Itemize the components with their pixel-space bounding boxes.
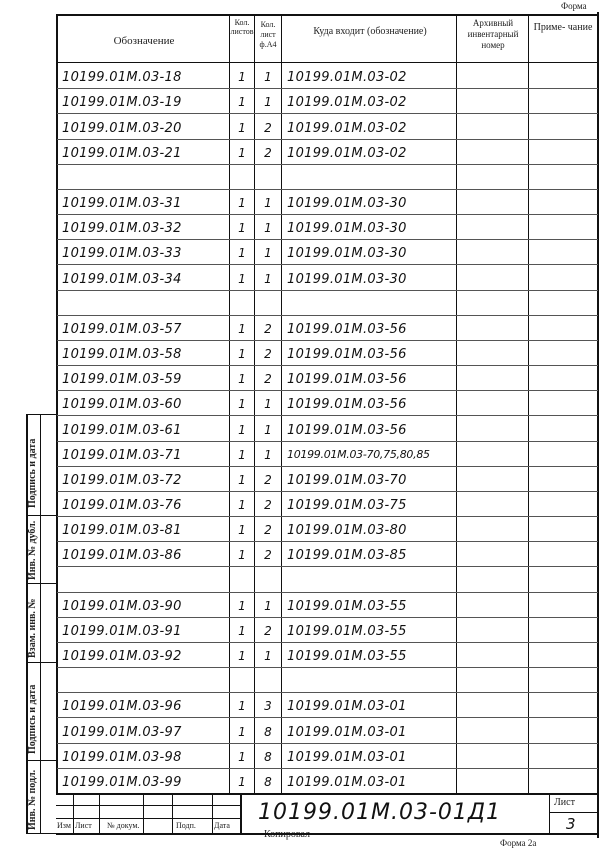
cell-a4: 8	[264, 725, 272, 739]
cell-designation: 10199.01М.03-34	[62, 272, 182, 287]
cell-used-in: 10199.01М.03-02	[287, 95, 407, 110]
cell-a4: 2	[264, 473, 272, 487]
cell-count: 1	[238, 448, 246, 462]
cell-designation: 10199.01М.03-92	[62, 649, 182, 664]
cell-count: 1	[238, 750, 246, 764]
cell-count: 1	[238, 699, 246, 713]
cell-designation: 10199.01М.03-31	[62, 196, 182, 211]
row-rule	[57, 139, 598, 140]
cell-a4: 2	[264, 498, 272, 512]
cell-designation: 10199.01М.03-61	[62, 423, 182, 438]
title-block-col-2	[99, 794, 100, 834]
cell-a4: 8	[264, 775, 272, 789]
cell-designation: 10199.01М.03-32	[62, 221, 182, 236]
cell-designation: 10199.01М.03-71	[62, 448, 182, 463]
side-strip-border-mid	[40, 414, 41, 834]
cell-count: 1	[238, 347, 246, 361]
title-col-list: Лист	[75, 821, 92, 830]
title-block-sheet-sep	[549, 812, 598, 813]
cell-designation: 10199.01М.03-97	[62, 725, 182, 740]
row-rule	[57, 290, 598, 291]
row-rule	[57, 264, 598, 265]
cell-count: 1	[238, 423, 246, 437]
cell-count: 1	[238, 548, 246, 562]
title-col-date: Дата	[214, 821, 230, 830]
col-sep-4	[456, 14, 457, 794]
cell-a4: 2	[264, 372, 272, 386]
cell-used-in: 10199.01М.03-01	[287, 725, 407, 740]
title-block-col-6	[240, 794, 242, 834]
row-rule	[57, 516, 598, 517]
row-rule	[57, 667, 598, 668]
title-block-top	[56, 793, 598, 795]
row-rule	[57, 717, 598, 718]
cell-used-in: 10199.01М.03-56	[287, 423, 407, 438]
cell-used-in: 10199.01М.03-56	[287, 397, 407, 412]
cell-count: 1	[238, 498, 246, 512]
cell-count: 1	[238, 221, 246, 235]
cell-used-in: 10199.01М.03-01	[287, 699, 407, 714]
cell-count: 1	[238, 196, 246, 210]
side-label-vzam-inv: Взам. инв. №	[27, 598, 38, 658]
cell-a4: 2	[264, 624, 272, 638]
cell-count: 1	[238, 372, 246, 386]
header-designation: Обозначение	[113, 35, 175, 47]
header-sheets-a4: Кол. лист ф.А4	[259, 20, 277, 49]
cell-count: 1	[238, 272, 246, 286]
cell-count: 1	[238, 649, 246, 663]
cell-a4: 2	[264, 121, 272, 135]
cell-designation: 10199.01М.03-91	[62, 624, 182, 639]
cell-a4: 1	[264, 196, 272, 210]
cell-a4: 2	[264, 347, 272, 361]
col-sep-5	[528, 14, 529, 794]
cell-designation: 10199.01М.03-59	[62, 372, 182, 387]
sheet-label: Лист	[554, 797, 575, 808]
cell-used-in: 10199.01М.03-80	[287, 523, 407, 538]
row-rule	[57, 415, 598, 416]
cell-count: 1	[238, 322, 246, 336]
cell-count: 1	[238, 624, 246, 638]
side-strip-sep-4	[26, 760, 57, 761]
cell-used-in: 10199.01М.03-56	[287, 372, 407, 387]
row-rule	[57, 743, 598, 744]
row-rule	[57, 768, 598, 769]
cell-designation: 10199.01М.03-33	[62, 246, 182, 261]
table-border-top	[56, 14, 598, 16]
row-rule	[57, 88, 598, 89]
cell-count: 1	[238, 146, 246, 160]
cell-used-in: 10199.01М.03-56	[287, 322, 407, 337]
cell-a4: 1	[264, 246, 272, 260]
cell-used-in: 10199.01М.03-02	[287, 146, 407, 161]
cell-used-in: 10199.01М.03-30	[287, 221, 407, 236]
cell-a4: 1	[264, 599, 272, 613]
row-rule	[57, 441, 598, 442]
cell-designation: 10199.01М.03-21	[62, 146, 182, 161]
cell-a4: 1	[264, 221, 272, 235]
cell-a4: 2	[264, 548, 272, 562]
side-strip-sep-2	[26, 583, 57, 584]
header-used-in: Куда входит (обозначение)	[313, 26, 427, 37]
row-rule	[57, 390, 598, 391]
cell-count: 1	[238, 473, 246, 487]
row-rule	[57, 340, 598, 341]
cell-designation: 10199.01М.03-57	[62, 322, 182, 337]
cell-designation: 10199.01М.03-76	[62, 498, 182, 513]
cell-designation: 10199.01М.03-18	[62, 70, 182, 85]
cell-designation: 10199.01М.03-60	[62, 397, 182, 412]
cell-a4: 8	[264, 750, 272, 764]
cell-used-in: 10199.01М.03-02	[287, 121, 407, 136]
cell-used-in: 10199.01М.03-70	[287, 473, 407, 488]
cell-designation: 10199.01М.03-72	[62, 473, 182, 488]
document-code: 10199.01М.03-01Д1	[258, 800, 502, 825]
header-sheets-count: Кол. листов	[230, 18, 254, 36]
cell-designation: 10199.01М.03-99	[62, 775, 182, 790]
title-block-col-4	[172, 794, 173, 834]
cell-count: 1	[238, 70, 246, 84]
title-col-doc: № докум.	[107, 821, 140, 830]
title-block-bottom	[56, 833, 598, 835]
side-label-inv-orig: Инв. № подл.	[27, 769, 38, 830]
cell-a4: 2	[264, 523, 272, 537]
form-label-bottom: Форма 2а	[500, 838, 537, 848]
cell-designation: 10199.01М.03-96	[62, 699, 182, 714]
row-rule	[57, 315, 598, 316]
cell-designation: 10199.01М.03-58	[62, 347, 182, 362]
row-rule	[57, 466, 598, 467]
cell-used-in: 10199.01М.03-01	[287, 775, 407, 790]
cell-designation: 10199.01М.03-90	[62, 599, 182, 614]
cell-used-in: 10199.01М.03-70,75,80,85	[287, 448, 430, 461]
row-rule	[57, 365, 598, 366]
side-label-sign-date-2: Подпись и дата	[27, 684, 38, 754]
sheet-number: 3	[566, 815, 576, 833]
cell-designation: 10199.01М.03-98	[62, 750, 182, 765]
cell-used-in: 10199.01М.03-02	[287, 70, 407, 85]
header-archive: Архивный инвентарный номер	[467, 18, 519, 50]
cell-designation: 10199.01М.03-81	[62, 523, 182, 538]
cell-designation: 10199.01М.03-20	[62, 121, 182, 136]
header-note: Приме- чание	[533, 22, 593, 33]
cell-a4: 3	[264, 699, 272, 713]
row-rule	[57, 692, 598, 693]
side-label-inv-dup: Инв. № дубл.	[27, 520, 38, 580]
cell-count: 1	[238, 725, 246, 739]
title-block-col-5	[212, 794, 213, 834]
cell-count: 1	[238, 121, 246, 135]
title-block-col-7	[549, 794, 550, 834]
cell-used-in: 10199.01М.03-75	[287, 498, 407, 513]
header-bottom-rule	[56, 62, 598, 63]
cell-used-in: 10199.01М.03-55	[287, 649, 407, 664]
cell-count: 1	[238, 599, 246, 613]
title-col-sign: Подп.	[176, 821, 196, 830]
cell-used-in: 10199.01М.03-30	[287, 272, 407, 287]
cell-a4: 1	[264, 448, 272, 462]
table-border-right	[597, 12, 599, 838]
side-strip-top	[26, 414, 57, 415]
row-rule	[57, 113, 598, 114]
side-strip-sep-3	[26, 662, 57, 663]
cell-used-in: 10199.01М.03-55	[287, 599, 407, 614]
cell-a4: 1	[264, 70, 272, 84]
row-rule	[57, 566, 598, 567]
form-label-top: Форма	[561, 1, 587, 11]
row-rule	[57, 617, 598, 618]
cell-a4: 1	[264, 423, 272, 437]
cell-a4: 1	[264, 272, 272, 286]
row-rule	[57, 239, 598, 240]
cell-a4: 1	[264, 95, 272, 109]
cell-used-in: 10199.01М.03-01	[287, 750, 407, 765]
cell-count: 1	[238, 95, 246, 109]
cell-count: 1	[238, 397, 246, 411]
cell-count: 1	[238, 523, 246, 537]
cell-count: 1	[238, 246, 246, 260]
cell-used-in: 10199.01М.03-30	[287, 196, 407, 211]
row-rule	[57, 491, 598, 492]
side-strip-bottom	[26, 833, 57, 834]
row-rule	[57, 592, 598, 593]
cell-used-in: 10199.01М.03-85	[287, 548, 407, 563]
side-label-sign-date-1: Подпись и дата	[27, 438, 38, 508]
title-block-col-1	[73, 794, 74, 834]
title-block-col-3	[143, 794, 144, 834]
cell-a4: 2	[264, 322, 272, 336]
row-rule	[57, 642, 598, 643]
row-rule	[57, 189, 598, 190]
title-col-izm: Изм	[57, 821, 71, 830]
table-border-left	[56, 14, 58, 794]
cell-used-in: 10199.01М.03-55	[287, 624, 407, 639]
side-strip-sep-1	[26, 515, 57, 516]
cell-used-in: 10199.01М.03-56	[287, 347, 407, 362]
row-rule	[57, 541, 598, 542]
cell-designation: 10199.01М.03-19	[62, 95, 182, 110]
row-rule	[57, 214, 598, 215]
cell-designation: 10199.01М.03-86	[62, 548, 182, 563]
cell-a4: 1	[264, 397, 272, 411]
cell-count: 1	[238, 775, 246, 789]
col-sep-3	[281, 14, 282, 794]
cell-a4: 1	[264, 649, 272, 663]
cell-used-in: 10199.01М.03-30	[287, 246, 407, 261]
cell-a4: 2	[264, 146, 272, 160]
row-rule	[57, 164, 598, 165]
